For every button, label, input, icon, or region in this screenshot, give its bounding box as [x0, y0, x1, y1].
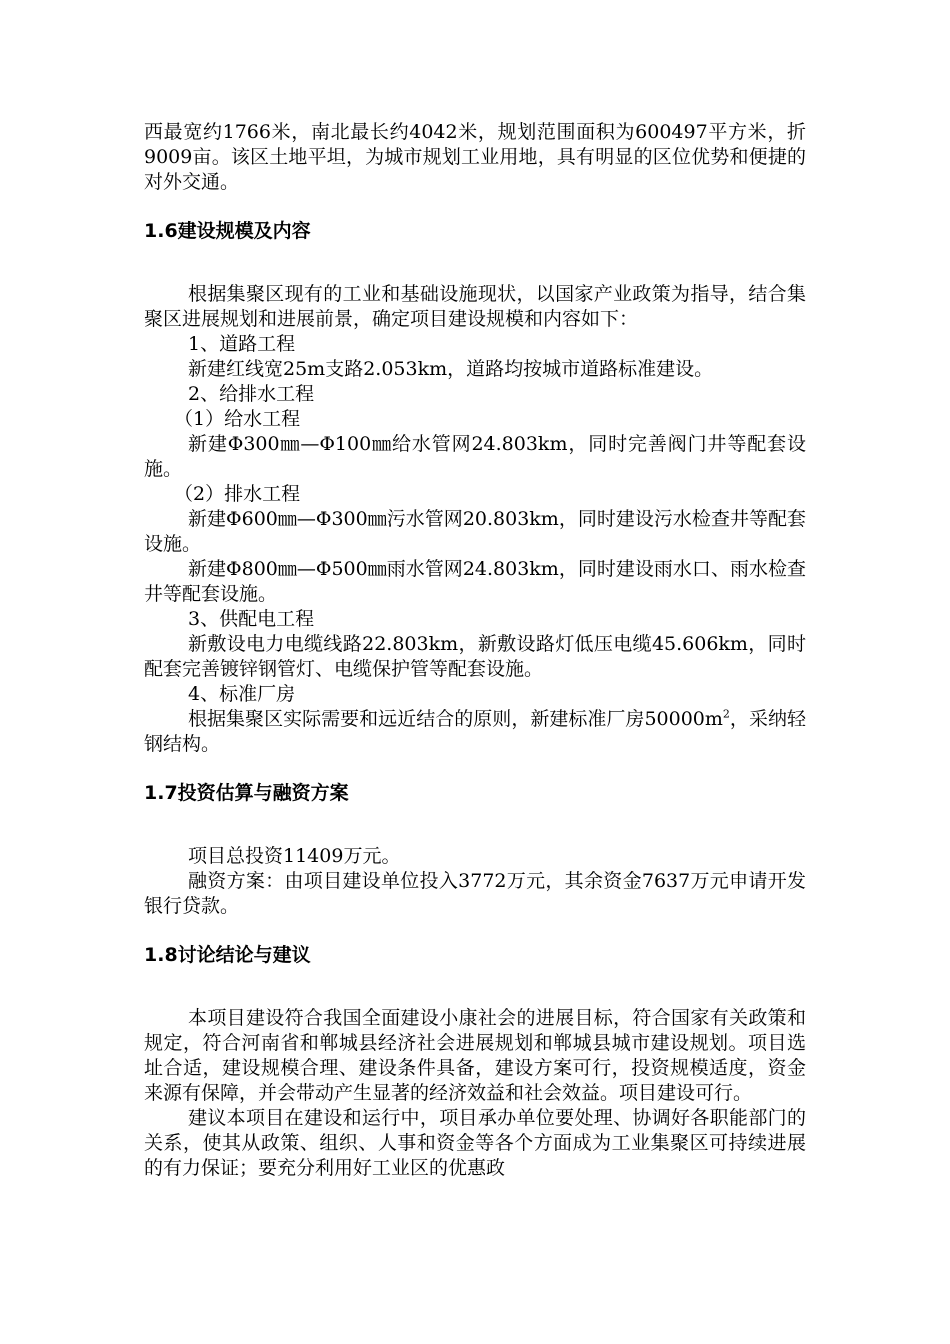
- intro-paragraph: 西最宽约1766米，南北最长约4042米，规划范围面积为600497平方米，折9009亩。该区土地平坦，为城市规划工业用地，具有明显的区位优势和便捷的对外交通。: [144, 121, 806, 193]
- financing-plan: 融资方案：由项目建设单位投入3772万元，其余资金7637万元申请开发银行贷款。: [144, 870, 806, 917]
- sewage-text: 新建Φ600㎜—Φ300㎜污水管网20.803km，同时建设污水检查井等配套设施。: [144, 508, 806, 555]
- section-heading-1-7: 1.7投资估算与融资方案: [144, 782, 349, 804]
- water-supply-title: （1）给水工程: [174, 408, 301, 430]
- water-supply-text: 新建Φ300㎜—Φ100㎜给水管网24.803km，同时完善阀门井等配套设施。: [144, 433, 806, 480]
- plant-text-main: 根据集聚区实际需要和远近结合的原则，新建标准厂房50000m: [188, 708, 723, 730]
- road-text: 新建红线宽25m支路2.053km，道路均按城市道路标准建设。: [188, 358, 714, 380]
- rainwater-text: 新建Φ800㎜—Φ500㎜雨水管网24.803km，同时建设雨水口、雨水检查井等配套设施。: [144, 558, 806, 605]
- road-title: 1、道路工程: [188, 333, 296, 355]
- power-text: 新敷设电力电缆线路22.803km，新敷设路灯低压电缆45.606km，同时配套完善镀锌钢管灯、电缆保护管等配套设施。: [144, 633, 806, 680]
- plant-title: 4、标准厂房: [188, 683, 296, 705]
- drainage-title: （2）排水工程: [174, 483, 301, 505]
- scope-paragraph: 根据集聚区现有的工业和基础设施现状，以国家产业政策为指导，结合集聚区进展规划和进展前景，确定项目建设规模和内容如下：: [144, 283, 806, 330]
- conclusion-paragraph: 本项目建设符合我国全面建设小康社会的进展目标，符合国家有关政策和规定，符合河南省和郸城县经济社会进展规划和郸城县城市建设规划。项目选址合适，建设规模合理、建设条件具备，建设方案可行，投资规模适度，资金来源有保障，并会带动产生显著的经济效益和社会效益。项目建设可行。: [144, 1007, 806, 1104]
- water-title: 2、给排水工程: [188, 383, 315, 405]
- power-title: 3、供配电工程: [188, 608, 315, 630]
- plant-text: [144, 707, 806, 757]
- total-investment: 项目总投资11409万元。: [188, 845, 401, 867]
- plant-text-superscript: 2: [722, 707, 730, 721]
- plant-text-end: ，采纳轻钢结构。: [144, 708, 806, 755]
- section-heading-1-8: 1.8讨论结论与建议: [144, 944, 311, 966]
- section-heading-1-6: 1.6建设规模及内容: [144, 220, 311, 242]
- document-page: [144, 120, 806, 1181]
- suggestion-paragraph: 建议本项目在建设和运行中，项目承办单位要处理、协调好各职能部门的关系，使其从政策、组织、人事和资金等各个方面成为工业集聚区可持续进展的有力保证；要充分利用好工业区的优惠政: [144, 1107, 806, 1179]
